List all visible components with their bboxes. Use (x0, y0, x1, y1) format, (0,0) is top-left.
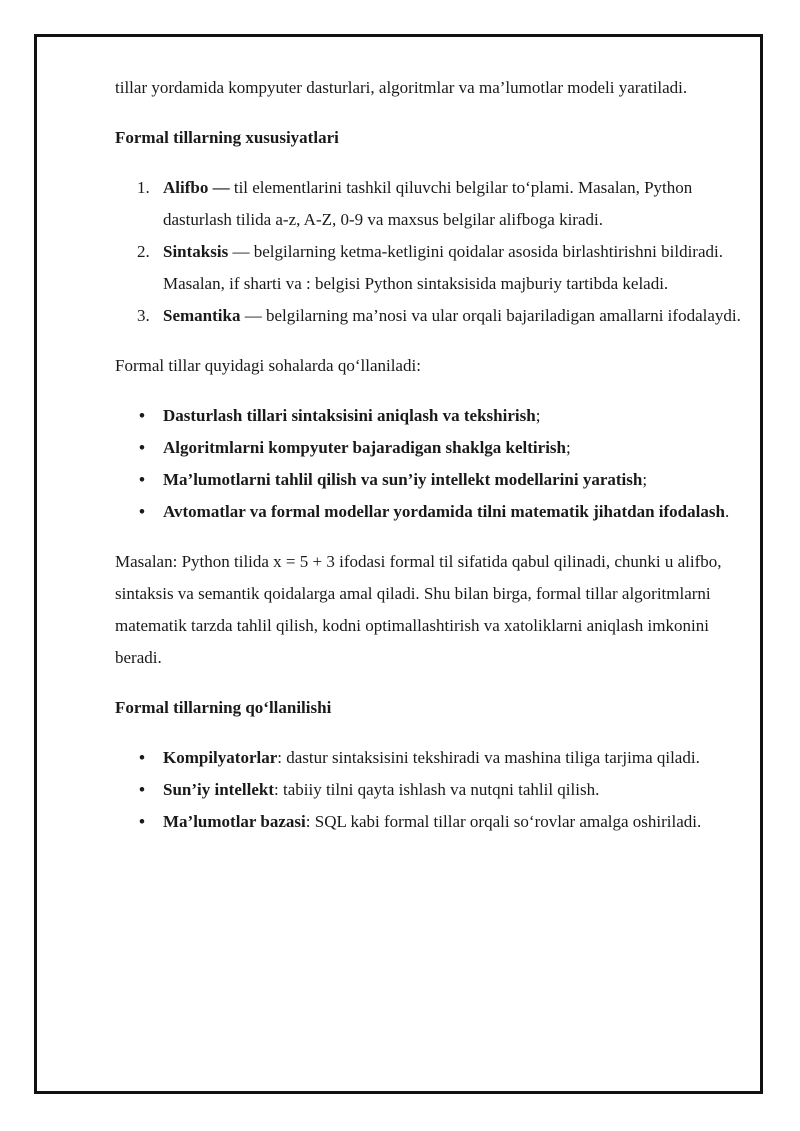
list-text: : SQL kabi formal tillar orqali so‘rovlar amalga oshiriladi. (305, 812, 702, 831)
applications-list (115, 742, 745, 838)
bullet: • (139, 502, 145, 521)
bullet: • (139, 812, 145, 831)
section-heading-applications: Formal tillarning qo‘llanilishi (115, 698, 332, 717)
bullet: • (139, 438, 145, 457)
list-item (115, 464, 745, 496)
list-term: Ma’lumotlar bazasi (163, 812, 306, 831)
bullet: • (139, 780, 145, 799)
list-text: . (724, 502, 730, 521)
list-term: Sintaksis (163, 242, 229, 261)
list-text: til elementlarini tashkil qiluvchi belgilar to‘plami. Masalan, Python dasturlash tilida a-z, A-Z, 0-9 va maxsus belgilar alifboga kiradi. (163, 178, 693, 229)
list-number: 2. (137, 242, 150, 261)
list-term: Dasturlash tillari sintaksisini aniqlash va tekshirish (163, 406, 536, 425)
list-term: Alifbo — (163, 178, 230, 197)
document-body (115, 72, 745, 856)
properties-list (115, 172, 745, 332)
list-item (115, 742, 745, 774)
list-text: : tabiiy tilni qayta ishlash va nutqni tahlil qilish. (274, 780, 600, 799)
list-term: Avtomatlar va formal modellar yordamida tilni matematik jihatdan ifodalash (163, 502, 725, 521)
list-text: — belgilarning ketma-ketligini qoidalar asosida birlashtirishni bildiradi. Masalan, if sharti va : belgisi Python sintaksisida majburiy tartibda keladi. (163, 242, 723, 293)
list-term: Semantika (163, 306, 241, 325)
bullet: • (139, 470, 145, 489)
list-item (115, 432, 745, 464)
example-paragraph: Masalan: Python tilida x = 5 + 3 ifodasi formal til sifatida qabul qilinadi, chunki u alifbo, sintaksis va semantik qoidalarga amal qiladi. Shu bilan birga, formal tillar algoritmlarni matematik tarzda tahlil qilish, kodni optimallashtirish va xatoliklarni aniqlash imkonini beradi. (115, 552, 722, 667)
list-item (115, 300, 745, 332)
list-text: ; (535, 406, 541, 425)
list-item (115, 400, 745, 432)
list-item (115, 774, 745, 806)
list-item (115, 236, 745, 300)
list-term: Sun’iy intellekt (163, 780, 274, 799)
areas-list (115, 400, 745, 528)
bullet: • (139, 406, 145, 425)
list-item (115, 496, 745, 528)
list-text: ; (566, 438, 571, 457)
list-text: : dastur sintaksisini tekshiradi va mashina tiliga tarjima qiladi. (277, 748, 700, 767)
list-item (115, 172, 745, 236)
list-text: — belgilarning ma’nosi va ular orqali bajariladigan amallarni ifodalaydi. (240, 306, 741, 325)
list-text: ; (642, 470, 648, 489)
areas-intro: Formal tillar quyidagi sohalarda qo‘llaniladi: (115, 356, 421, 375)
list-term: Algoritmlarni kompyuter bajaradigan shaklga keltirish (163, 438, 566, 457)
section-heading-properties: Formal tillarning xususiyatlari (115, 128, 339, 147)
intro-paragraph: tillar yordamida kompyuter dasturlari, algoritmlar va ma’lumotlar modeli yaratiladi. (115, 78, 688, 97)
bullet: • (139, 748, 145, 767)
list-number: 3. (137, 306, 150, 325)
list-item (115, 806, 745, 838)
list-term: Ma’lumotlarni tahlil qilish va sun’iy intellekt modellarini yaratish (163, 470, 643, 489)
list-number: 1. (137, 178, 150, 197)
list-term: Kompilyatorlar (163, 748, 278, 767)
